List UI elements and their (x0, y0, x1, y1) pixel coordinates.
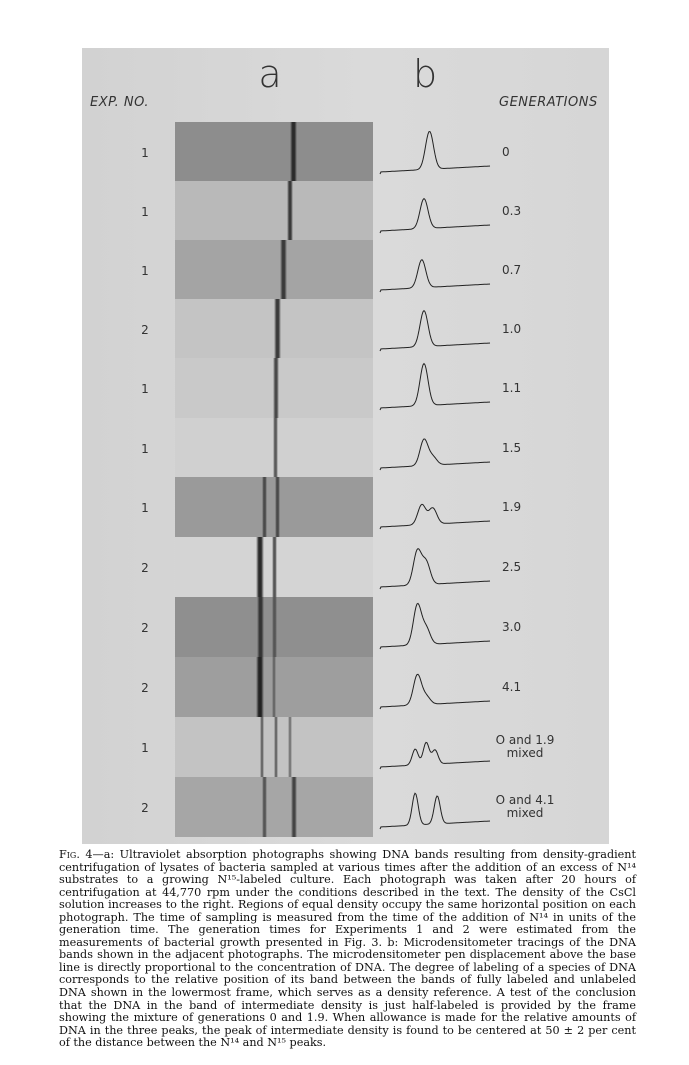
generation-label-line: 4.1 (502, 680, 522, 694)
generation-label (502, 205, 602, 218)
exp-number: 1 (141, 146, 149, 160)
caption-text: —a: Ultraviolet absorption photographs showing DNA bands resulting from density-gradient centrifugation of lysates of bacteria sampled at various times after the addition of an excess of N¹⁴ substrates to a growing N¹⁵-labeled culture. Each photograph was taken after 20 hours of centrifugation at 44,770 rpm under the conditions described in the text. The density of the CsCl solution increases to the right. Regions of equal density occupy the same horizontal position on each photograph. The time of sampling is measured from the time of the addition of N¹⁴ in units of the generation time. The generation times for Experiments 1 and 2 were estimated from the measurements of bacterial growth presented in Fig. 3. b: Microdensitometer tracings of the DNA bands shown in the adjacent photographs. The microdensitometer pen displacement above the base line is directly proportional to the concentration of DNA. The degree of labeling of a species of DNA corresponds to the relative position of its band between the bands of fully labeled and unlabeled DNA shown in the lowermost frame, which serves as a density reference. A test of the conclusion that the DNA in the band of intermediate density is just half-labeled is provided by the frame showing the mixture of generations 0 and 1.9. When allowance is made for the relative amounts of DNA in the three peaks, the peak of intermediate density is found to be centered at 50 ± 2 per cent of the distance between the N¹⁴ and N¹⁵ peaks. (59, 848, 637, 1050)
trace-line (380, 549, 490, 589)
figure-row (82, 122, 609, 182)
dna-band (262, 477, 267, 537)
densitometer-trace (380, 240, 490, 300)
exp-number: 1 (141, 501, 149, 515)
generation-label (502, 501, 602, 514)
generation-label (502, 561, 602, 574)
densitometer-trace (380, 358, 490, 418)
figure-row (82, 418, 609, 478)
generation-label (502, 264, 602, 277)
dna-band (273, 418, 278, 478)
generation-label (494, 794, 556, 820)
trace-line (380, 199, 490, 233)
generation-label-line: 1.9 (502, 500, 522, 514)
figure-caption (59, 849, 636, 1050)
trace-line (380, 311, 490, 351)
dna-band (290, 122, 297, 182)
densitometer-trace (380, 777, 490, 837)
exp-number: 1 (141, 205, 149, 219)
dna-band (274, 717, 278, 777)
trace-line (380, 132, 490, 174)
generation-label-line: 0.7 (502, 263, 522, 277)
dna-band (275, 477, 280, 537)
generation-label-line: O and 4.1 (495, 793, 555, 807)
densitometer-trace (380, 597, 490, 657)
exp-number: 2 (141, 801, 149, 815)
figure-row (82, 181, 609, 241)
dna-band (280, 240, 287, 300)
figure-row (82, 657, 609, 717)
panel-a-label: a (258, 52, 282, 96)
uv-photograph-strip (175, 657, 373, 717)
uv-photograph-strip (175, 777, 373, 837)
trace-line (380, 439, 490, 470)
dna-band (274, 299, 281, 359)
densitometer-trace (380, 299, 490, 359)
dna-band (272, 657, 276, 717)
densitometer-trace (380, 122, 490, 182)
generation-label (494, 734, 556, 760)
generation-label-line: O and 1.9 (495, 733, 555, 747)
exp-number: 2 (141, 561, 149, 575)
generation-label (502, 382, 602, 395)
generation-label-line: 1.5 (502, 441, 522, 455)
uv-photograph-strip (175, 181, 373, 241)
figure-row (82, 777, 609, 837)
exp-number: 1 (141, 382, 149, 396)
trace-line (380, 504, 490, 529)
generation-label-line: 0.3 (502, 204, 522, 218)
densitometer-trace (380, 181, 490, 241)
panel-b-label: b (412, 52, 438, 96)
densitometer-trace (380, 537, 490, 597)
dna-band (291, 777, 297, 837)
exp-number: 1 (141, 442, 149, 456)
generation-label-line: 1.0 (502, 322, 522, 336)
uv-photograph-strip (175, 537, 373, 597)
generation-label (502, 146, 602, 159)
generation-label-line: 3.0 (502, 620, 522, 634)
uv-photograph-strip (175, 418, 373, 478)
dna-band (272, 537, 277, 597)
figure-row (82, 717, 609, 777)
figure-row (82, 537, 609, 597)
caption-label: Fig. 4 (59, 848, 93, 861)
densitometer-trace (380, 717, 490, 777)
dna-band (260, 717, 264, 777)
uv-photograph-strip (175, 240, 373, 300)
trace-line (380, 674, 490, 709)
dna-band (273, 358, 279, 418)
generation-label-line: 1.1 (502, 381, 522, 395)
dna-band (288, 717, 292, 777)
uv-photograph-strip (175, 597, 373, 657)
uv-photograph-strip (175, 122, 373, 182)
trace-line (380, 260, 490, 292)
figure-row (82, 597, 609, 657)
dna-band (256, 657, 264, 717)
exp-number: 2 (141, 681, 149, 695)
uv-photograph-strip (175, 358, 373, 418)
generation-label-line: mixed (506, 806, 544, 820)
generation-label (502, 323, 602, 336)
dna-band (256, 537, 264, 597)
uv-photograph-strip (175, 717, 373, 777)
dna-band (262, 777, 267, 837)
generation-label-line: mixed (506, 746, 544, 760)
figure-row (82, 299, 609, 359)
dna-band (272, 597, 277, 657)
uv-photograph-strip (175, 299, 373, 359)
figure-row (82, 477, 609, 537)
trace-line (380, 793, 490, 829)
figure-row (82, 240, 609, 300)
exp-number: 1 (141, 264, 149, 278)
figure-row (82, 358, 609, 418)
generation-label-line: 2.5 (502, 560, 522, 574)
exp-number: 2 (141, 323, 149, 337)
exp-no-header: EXP. NO. (90, 95, 149, 110)
densitometer-trace (380, 418, 490, 478)
generation-label (502, 681, 602, 694)
densitometer-trace (380, 477, 490, 537)
uv-photograph-strip (175, 477, 373, 537)
dna-band (257, 597, 264, 657)
generation-label (502, 442, 602, 455)
generation-label-line: 0 (502, 145, 510, 159)
generations-header: GENERATIONS (499, 95, 598, 110)
densitometer-trace (380, 657, 490, 717)
generation-label (502, 621, 602, 634)
exp-number: 2 (141, 621, 149, 635)
exp-number: 1 (141, 741, 149, 755)
dna-band (287, 181, 293, 241)
trace-line (380, 603, 490, 649)
trace-line (380, 364, 490, 410)
trace-line (380, 742, 490, 769)
